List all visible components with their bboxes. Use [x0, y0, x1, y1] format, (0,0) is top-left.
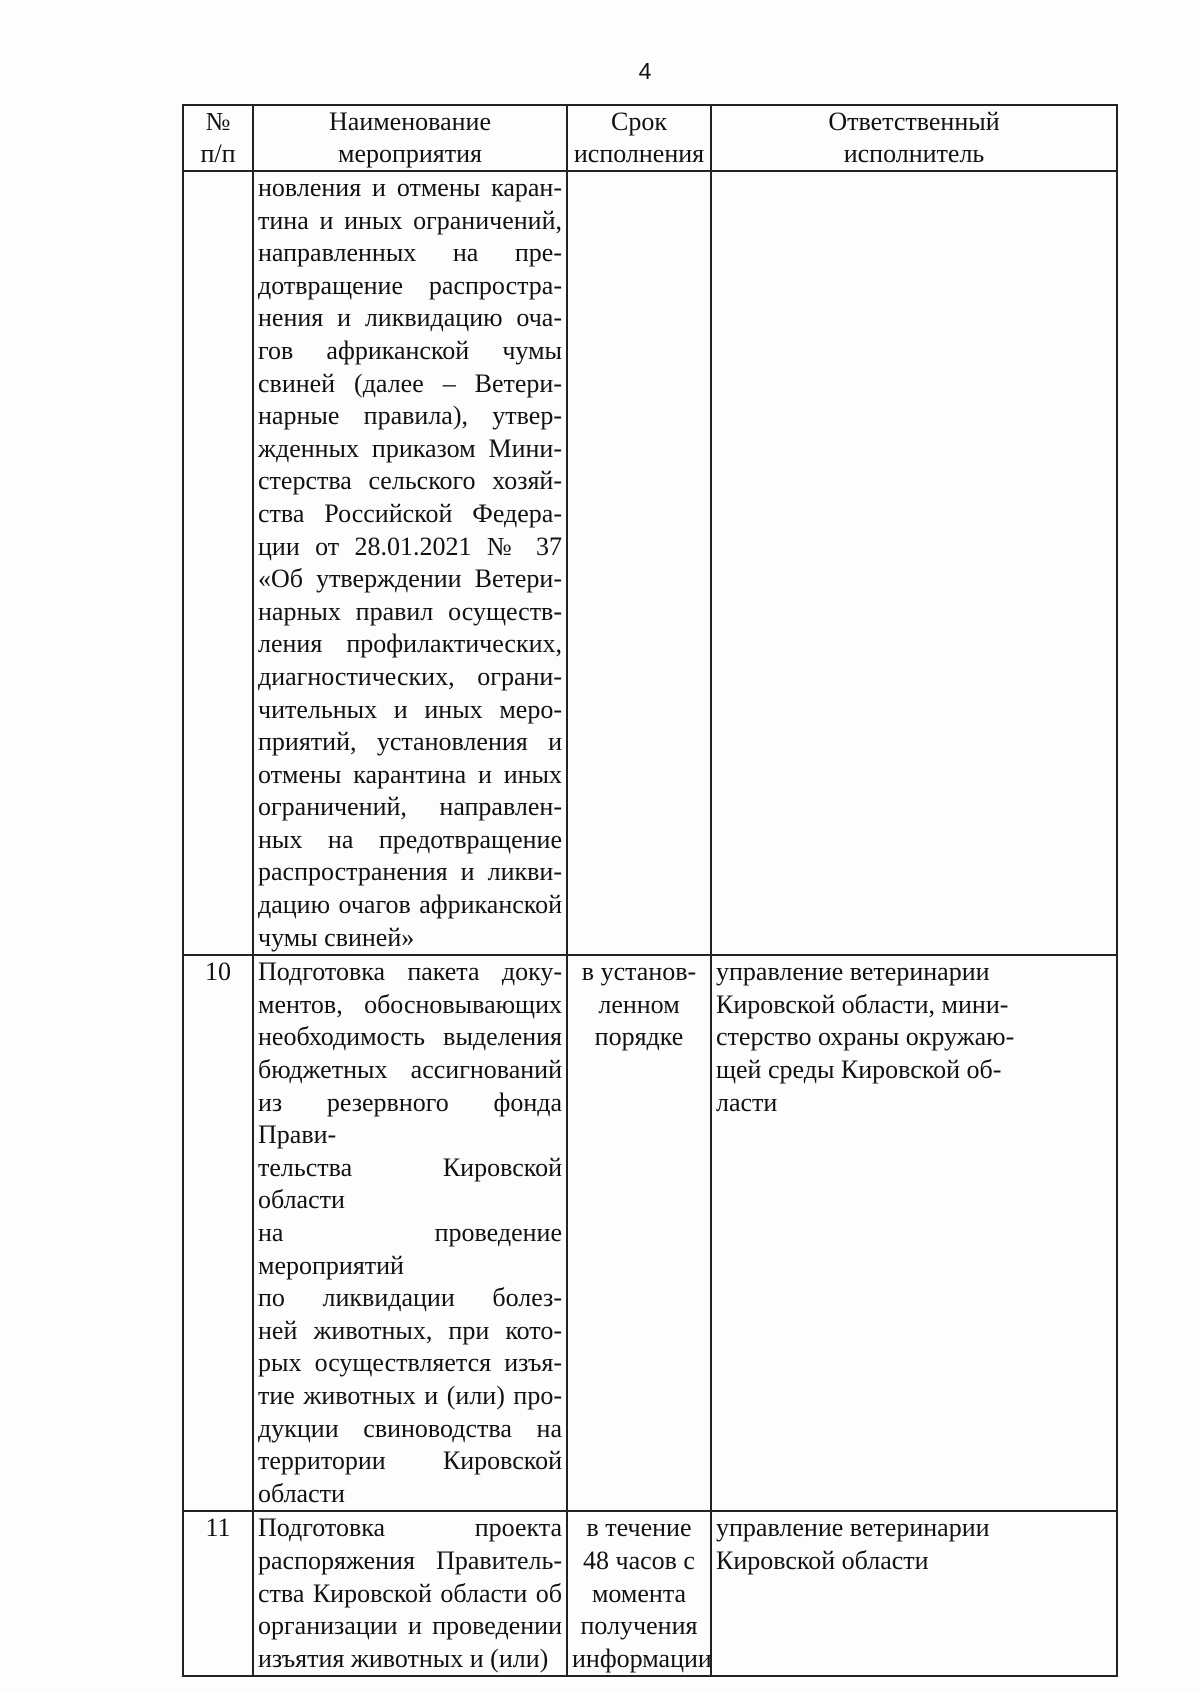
- deadline-line: получения: [580, 1611, 698, 1641]
- event-description-line: дотвращение распростра-: [258, 270, 562, 300]
- deadline-line: в установ-: [581, 957, 697, 987]
- responsible-executor-line: управление ветеринарии: [716, 957, 990, 987]
- event-description-line: области: [258, 1478, 345, 1508]
- table-row: [183, 171, 1117, 955]
- table-row: [183, 955, 1117, 1511]
- event-description-line: ции от 28.01.2021 № 37: [258, 531, 562, 561]
- event-description-line: свиней (далее – Ветери-: [258, 368, 562, 398]
- event-description-line: бюджетных ассигнований: [258, 1055, 562, 1085]
- event-description-line: диагностических, ограни-: [258, 661, 562, 691]
- event-description-line: тие животных и (или) про-: [258, 1380, 562, 1410]
- event-description-line: распоряжения Правитель-: [258, 1545, 562, 1575]
- event-description-cell: [253, 1511, 567, 1676]
- event-description-line: нарных правил осуществ-: [258, 596, 562, 626]
- event-description-line: отмены карантина и иных: [258, 759, 562, 789]
- deadline-line: порядке: [594, 1022, 684, 1052]
- header-num: [183, 105, 253, 171]
- table-header-row: [183, 105, 1117, 171]
- header-event-line: Наименование: [329, 107, 491, 136]
- responsible-executor-line: Кировской области, мини-: [716, 989, 1009, 1019]
- deadline-cell: [567, 955, 711, 1511]
- responsible-executor-line: ласти: [716, 1087, 778, 1117]
- header-responsible-line: исполнитель: [843, 139, 985, 168]
- table-row: [183, 1511, 1117, 1676]
- event-description-line: Подготовка проекта: [258, 1513, 562, 1543]
- responsible-executor-line: стерство охраны окружаю-: [716, 1022, 1015, 1052]
- page-number: 4: [638, 58, 652, 84]
- event-description-line: на проведение мероприятий: [258, 1218, 562, 1280]
- row-number: 11: [183, 1511, 253, 1676]
- event-description-line: приятий, установления и: [258, 727, 562, 757]
- header-responsible: [711, 105, 1117, 171]
- event-description-line: Подготовка пакета доку-: [258, 957, 562, 987]
- event-description-line: тина и иных ограничений,: [258, 205, 562, 235]
- event-description-line: ства Кировской области об: [258, 1578, 562, 1608]
- header-num-line: п/п: [200, 139, 236, 168]
- deadline-cell: [567, 171, 711, 955]
- event-description-line: тельства Кировской области: [258, 1152, 562, 1215]
- deadline-line: 48 часов с: [583, 1545, 695, 1575]
- responsible-executor-line: щей среды Кировской об-: [716, 1055, 1002, 1085]
- deadline-line: в течение: [586, 1513, 692, 1543]
- event-description-line: гов африканской чумы: [258, 335, 562, 365]
- action-plan-table: [182, 104, 1118, 1677]
- event-description-line: «Об утверждении Ветери-: [258, 564, 562, 594]
- event-description-line: рых осуществляется изъя-: [258, 1348, 562, 1378]
- event-description-line: дацию очагов африканской: [258, 890, 562, 920]
- event-description-line: распространения и ликви-: [258, 857, 562, 887]
- event-description-line: изъятия животных и (или): [258, 1643, 549, 1673]
- responsible-executor-cell: [711, 955, 1117, 1511]
- event-description-line: дукции свиноводства на: [258, 1413, 562, 1443]
- header-num-line: №: [205, 107, 231, 136]
- responsible-executor-cell: [711, 1511, 1117, 1676]
- event-description-line: жденных приказом Мини-: [258, 433, 562, 463]
- deadline-line: ленном: [598, 989, 680, 1019]
- row-number: [183, 171, 253, 955]
- row-number: 10: [183, 955, 253, 1511]
- event-description-line: новления и отмены каран-: [258, 173, 562, 202]
- event-description-line: ных на предотвращение: [258, 824, 562, 854]
- event-description-line: нения и ликвидацию оча-: [258, 303, 562, 333]
- event-description-line: ления профилактических,: [258, 629, 562, 659]
- responsible-executor-line: Кировской области: [716, 1545, 929, 1575]
- event-description-line: необходимость выделения: [258, 1022, 562, 1052]
- header-deadline: [567, 105, 711, 171]
- responsible-executor-cell: [711, 171, 1117, 955]
- event-description-line: ментов, обосновывающих: [258, 989, 562, 1019]
- event-description-line: ства Российской Федера-: [258, 498, 562, 528]
- event-description-line: стерства сельского хозяй-: [258, 466, 562, 496]
- header-responsible-line: Ответственный: [828, 107, 1000, 136]
- header-event: [253, 105, 567, 171]
- deadline-line: момента: [591, 1578, 687, 1608]
- event-description-line: территории Кировской: [258, 1446, 562, 1476]
- event-description-line: организации и проведении: [258, 1611, 562, 1641]
- event-description-line: чительных и иных меро-: [258, 694, 562, 724]
- event-description-line: ограничений, направлен-: [258, 792, 562, 822]
- responsible-executor-line: управление ветеринарии: [716, 1513, 990, 1543]
- event-description-line: ней животных, при кото-: [258, 1315, 562, 1345]
- header-event-line: мероприятия: [337, 139, 482, 168]
- event-description-line: из резервного фонда Прави-: [258, 1087, 562, 1150]
- deadline-cell: [567, 1511, 711, 1676]
- event-description-line: по ликвидации болез-: [258, 1283, 562, 1313]
- header-deadline-line: исполнения: [573, 139, 705, 168]
- event-description-line: нарные правила), утвер-: [258, 401, 562, 431]
- event-description-cell: [253, 171, 567, 955]
- event-description-line: направленных на пре-: [258, 238, 562, 268]
- event-description-cell: [253, 955, 567, 1511]
- event-description-line: чумы свиней»: [258, 922, 415, 952]
- header-deadline-line: Срок: [611, 107, 667, 136]
- deadline-line: информации: [572, 1643, 712, 1673]
